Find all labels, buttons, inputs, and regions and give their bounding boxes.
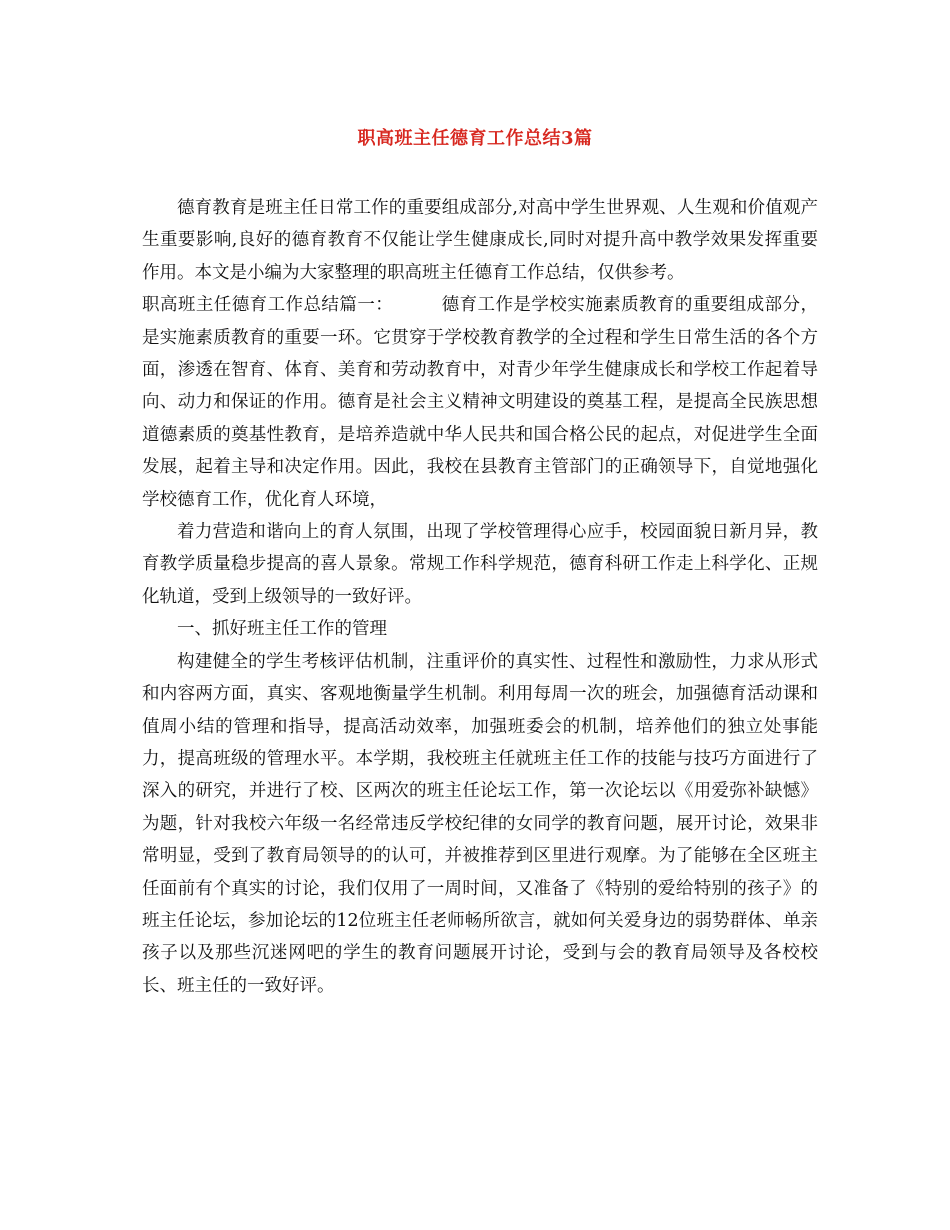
section1-text: 德育工作是学校实施素质教育的重要组成部分，是实施素质教育的重要一环。它贯穿于学校教育教学的全过程和学生日常生活的各个方面，渗透在智育、体育、美育和劳动教育中，对青少年学生健康成长和学校工作起着导向、动力和保证的作用。德育是社会主义精神文明建设的奠基工程，是提高全民族思想道德素质的奠基性教育，是培养造就中华人民共和国合格公民的起点，对促进学生全面发展，起着主导和决定作用。因此，我校在县教育主管部门的正确领导下，自觉地强化学校德育工作，优化育人环境， bbox=[142, 295, 819, 510]
subheading-1: 一、抓好班主任工作的管理 bbox=[177, 619, 387, 640]
paragraph-2: 着力营造和谐向上的育人氛围，出现了学校管理得心应手，校园面貌日新月异，教育教学质量稳步提高的喜人景象。常规工作科学规范，德育科研工作走上科学化、正规化轨道，受到上级领导的一致好评。 bbox=[142, 522, 818, 607]
document-title: 职高班主任德育工作总结3篇 bbox=[357, 128, 593, 149]
paragraph-3: 构建健全的学生考核评估机制，注重评价的真实性、过程性和激励性，力求从形式和内容两方面，真实、客观地衡量学生机制。利用每周一次的班会，加强德育活动课和值周小结的管理和指导，提高活动效率，加强班委会的机制，培养他们的独立处事能力，提高班级的管理水平。本学期，我校班主任就班主任工作的技能与技巧方面进行了深入的研究，并进行了校、区两次的班主任论坛工作，第一次论坛以《用爱弥补缺憾》为题，针对我校六年级一名经常违反学校纪律的女同学的教育问题，展开讨论，效果非常明显，受到了教育局领导的的认可，并被推荐到区里进行观摩。为了能够在全区班主任面前有个真实的讨论，我们仅用了一周时间，又准备了《特别的爱给特别的孩子》的班主任论坛，参加论坛的12位班主任老师畅所欲言，就如何关爱身边的弱势群体、单亲孩子以及那些沉迷网吧的学生的教育问题展开讨论，受到与会的教育局领导及各校校长、班主任的一致好评。 bbox=[142, 651, 818, 996]
section1-paragraph bbox=[142, 289, 818, 516]
intro-paragraph: 德育教育是班主任日常工作的重要组成部分,对高中学生世界观、人生观和价值观产生重要影响,良好的德育教育不仅能让学生健康成长,同时对提升高中教学效果发挥重要作用。本文是小编为大家整理的职高班主任德育工作总结，仅供参考。 bbox=[142, 198, 818, 283]
section1-heading: 职高班主任德育工作总结篇一： bbox=[142, 295, 394, 316]
document-body bbox=[142, 192, 818, 1002]
